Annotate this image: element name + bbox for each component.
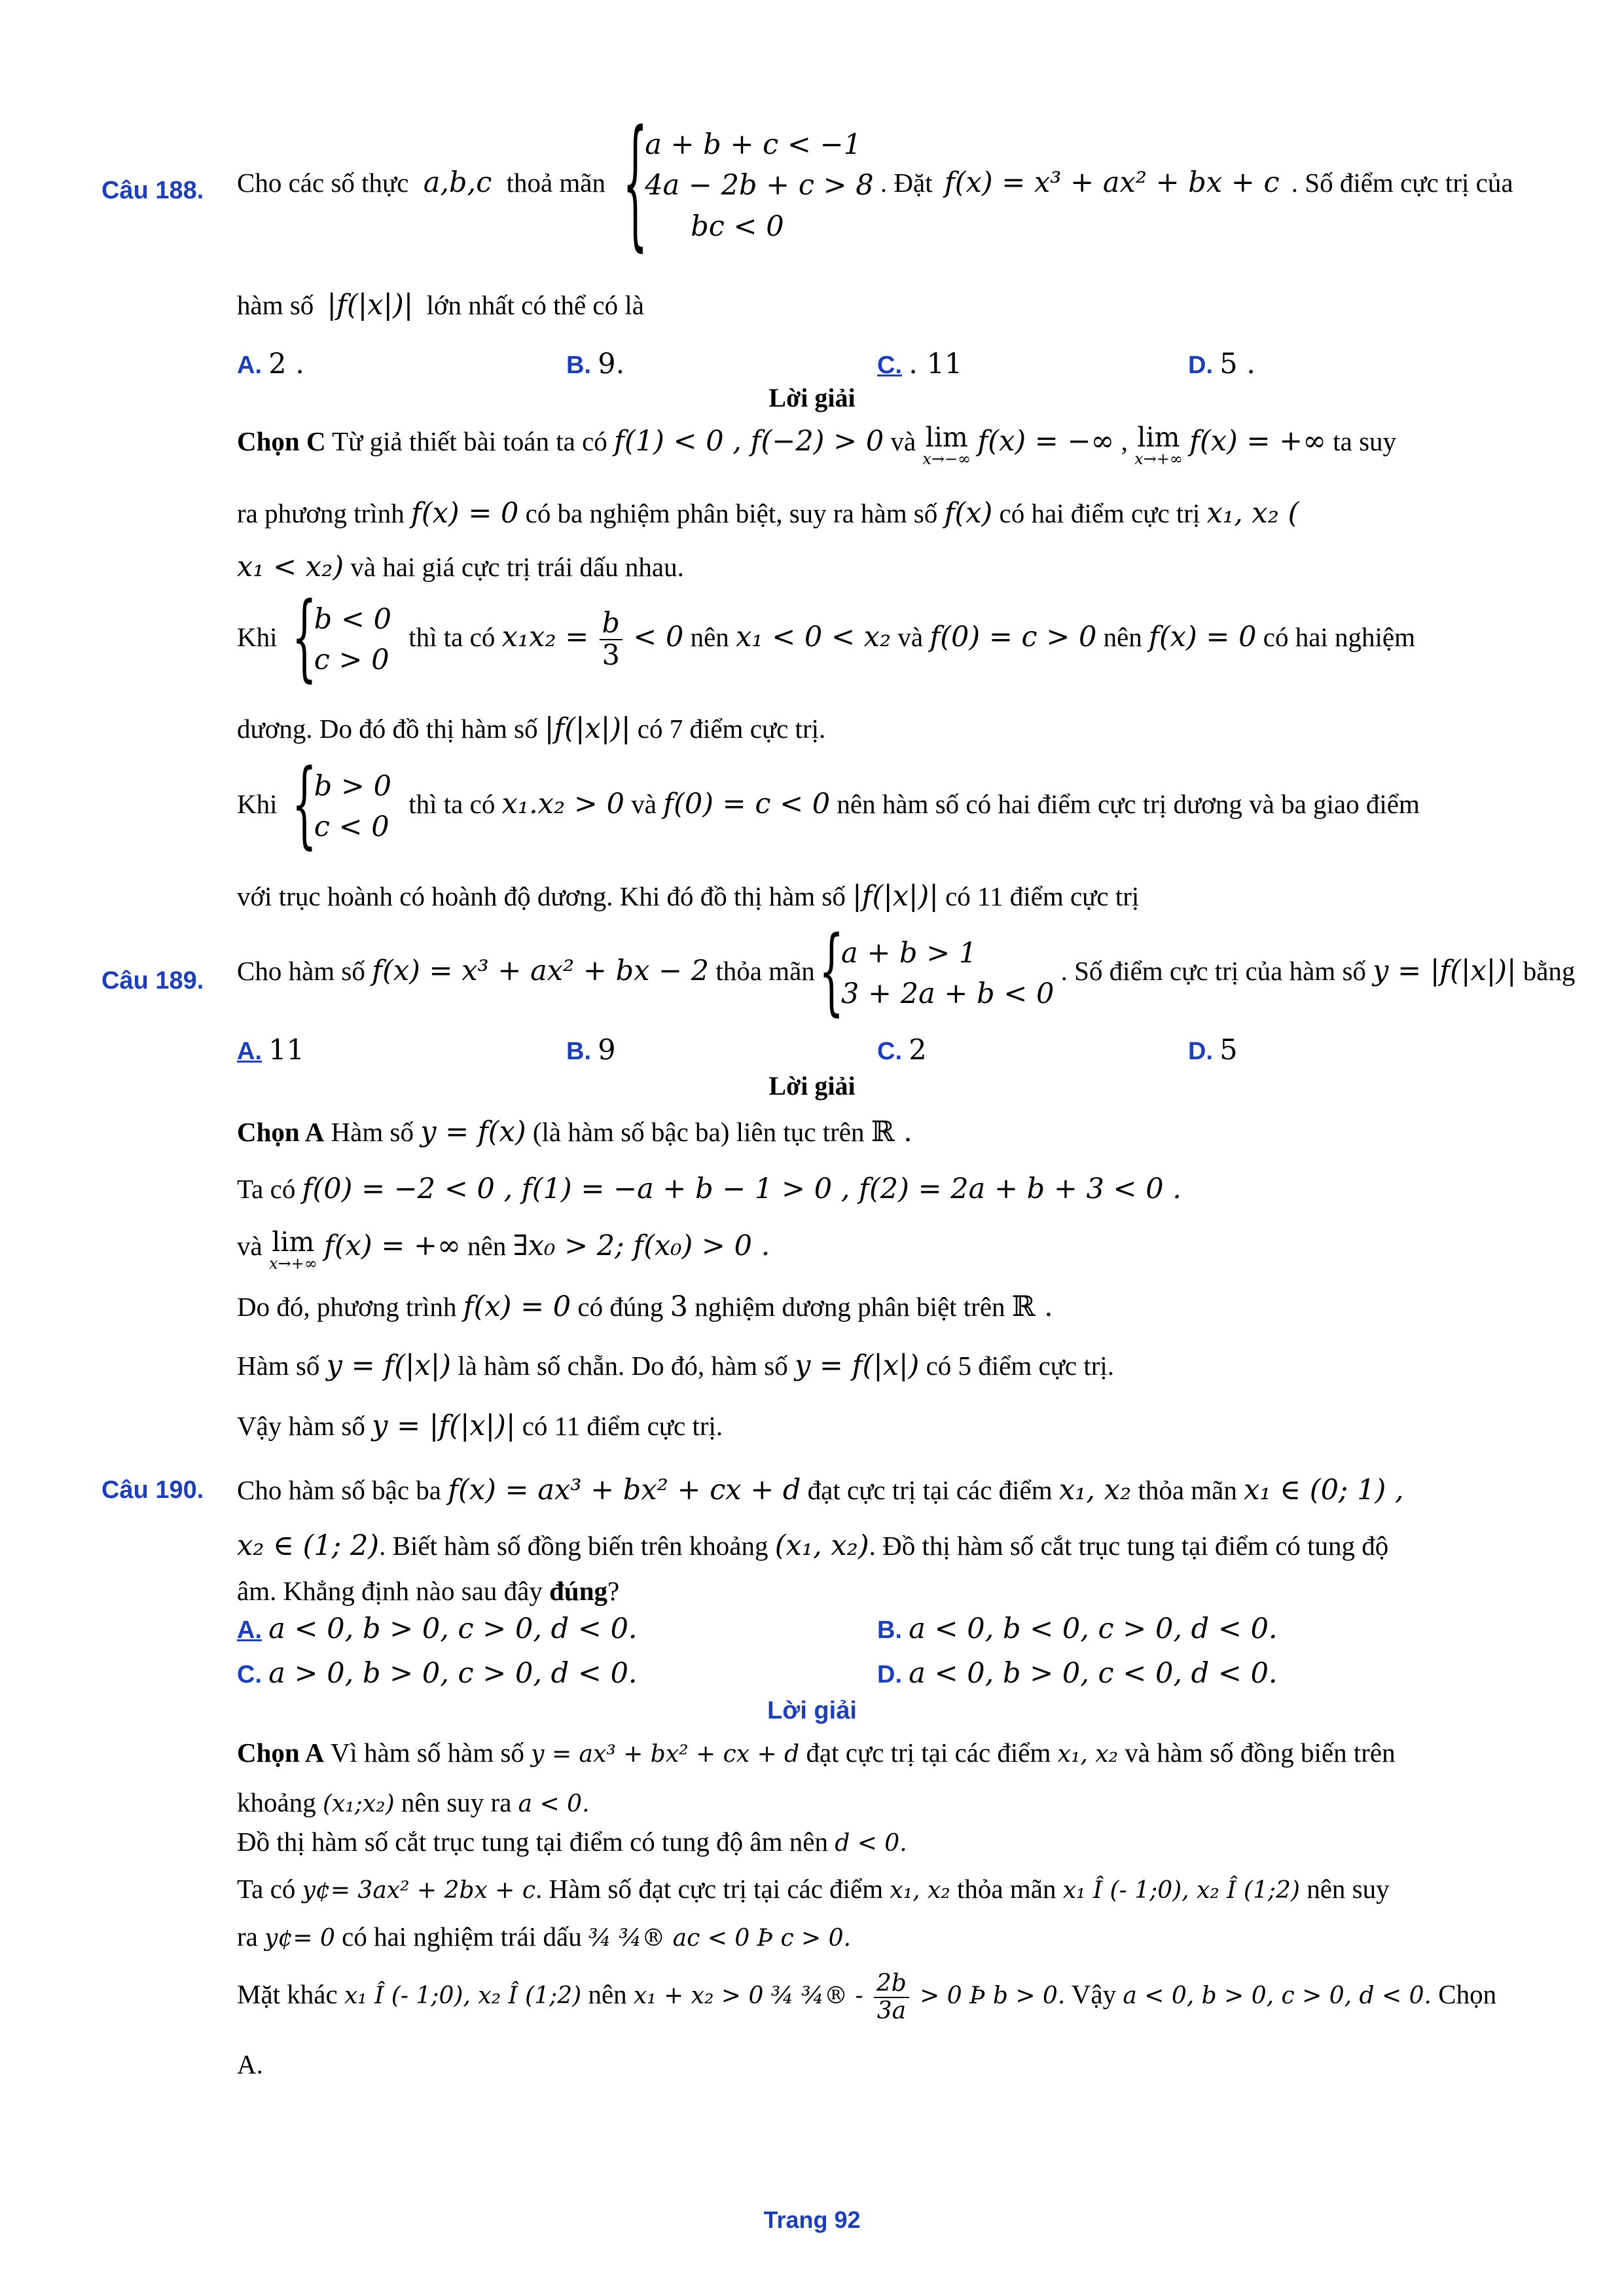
- option-value: 2: [909, 1034, 927, 1066]
- text: là hàm số chẵn. Do đó, hàm số: [458, 1351, 788, 1381]
- q190-sol-line7: [237, 2048, 1539, 2081]
- math: 3: [670, 1290, 688, 1323]
- q190-sol-line6: [237, 1971, 1539, 2024]
- limit-neg-inf: lim x→−∞: [922, 422, 971, 468]
- math: x₁ Î (- 1;0), x₂ Î (1;2): [344, 1982, 582, 2009]
- q188-solution-title: Lời giải: [768, 383, 856, 412]
- sys-row: { b < 0: [314, 603, 391, 636]
- denominator: 3a: [876, 1997, 907, 2024]
- math: f(1) < 0 , f(−2) > 0: [614, 425, 884, 458]
- math: f(x) = +∞: [1189, 425, 1327, 458]
- text: thì ta có: [408, 621, 496, 652]
- text: và: [890, 426, 916, 456]
- option-label: D.: [877, 1661, 902, 1688]
- q188-answer-choice: Chọn C: [237, 426, 326, 456]
- text: dương. Do đó đồ thị hàm số: [237, 714, 538, 744]
- text: (là hàm số bậc ba) liên tục trên: [532, 1117, 865, 1147]
- q188-sys-row: bc < 0: [691, 210, 784, 243]
- q188-option-a[interactable]: [237, 347, 304, 382]
- text: có ba nghiệm phân biệt, suy ra hàm số: [525, 498, 938, 528]
- math: x₁ < x₂): [237, 551, 344, 583]
- math: y = f(|x|): [326, 1349, 452, 1382]
- denominator: 3: [602, 639, 620, 672]
- q190-sol-line3: [237, 1825, 1539, 1859]
- text: . Số điểm cực trị của hàm số: [1060, 955, 1366, 986]
- math: y = ax³ + bx² + cx + d: [531, 1741, 800, 1768]
- text: Hàm số: [331, 1117, 414, 1147]
- math: f(x): [944, 497, 993, 530]
- math: x₁ ∈ (0; 1) ,: [1244, 1474, 1404, 1506]
- text: nên: [690, 621, 729, 652]
- math: a < 0.: [518, 1791, 590, 1817]
- text: đạt cực trị tại các điểm: [806, 1738, 1051, 1768]
- option-value: 5: [1219, 1034, 1238, 1066]
- option-label: B.: [877, 1616, 902, 1644]
- q188-condition-system: [625, 124, 873, 247]
- limit-sub: x→+∞: [1134, 450, 1183, 468]
- math: ℝ .: [1011, 1290, 1053, 1323]
- math: y¢= 0: [264, 1925, 335, 1952]
- text: âm. Khẳng định nào sau đây: [237, 1576, 543, 1606]
- q188-sol-case2: [237, 766, 1539, 848]
- option-label: C.: [877, 352, 902, 379]
- option-label: A.: [237, 1038, 262, 1065]
- q189-sol-line4: [237, 1290, 1539, 1325]
- q188-line2-post: lớn nhất có thể có là: [426, 290, 644, 320]
- q189-option-a[interactable]: [237, 1033, 304, 1068]
- math: x₁, x₂: [1057, 1741, 1119, 1768]
- q188-sys-row: { a + b + c < −1: [645, 128, 861, 161]
- q188-function-def: f(x) = x³ + ax² + bx + c: [944, 166, 1280, 199]
- text: và hàm số đồng biến trên: [1125, 1738, 1396, 1768]
- page-number: Trang 92: [763, 2206, 861, 2233]
- case2-system: [295, 766, 391, 848]
- text: có hai nghiệm trái dấu: [342, 1922, 582, 1952]
- text: và hai giá cực trị trái dấu nhau.: [350, 552, 684, 582]
- text: ta suy: [1333, 426, 1397, 456]
- text: thỏa mãn: [715, 955, 815, 986]
- text: . Biết hàm số đồng biến trên khoảng: [379, 1531, 768, 1561]
- q189-condition-system: [821, 933, 1054, 1015]
- q188-vars: a,b,c: [423, 166, 492, 199]
- math: f(x) = +∞: [323, 1230, 461, 1262]
- math: > 0 Þ b > 0.: [920, 1982, 1066, 2009]
- sys-row: c > 0: [314, 644, 389, 677]
- q190-stem-line3: [237, 1575, 1539, 1608]
- q189-sol-line5: [237, 1349, 1539, 1384]
- text: Vậy hàm số: [237, 1411, 365, 1441]
- text: ra: [237, 1922, 258, 1952]
- math: f(x) = 0: [463, 1290, 571, 1323]
- q189-sol-line2: [237, 1172, 1539, 1207]
- text: thỏa mãn: [957, 1874, 1056, 1904]
- math: x₁.x₂ > 0: [501, 787, 624, 820]
- text: . Hàm số đạt cực trị tại các điểm: [535, 1874, 884, 1904]
- text: có đúng: [577, 1292, 664, 1322]
- math: y = |f(|x|)|: [372, 1410, 516, 1442]
- math: ℝ .: [871, 1116, 912, 1148]
- numerator: 2b: [874, 1971, 909, 1998]
- q189-solution-title: Lời giải: [768, 1071, 856, 1101]
- math: < 0: [633, 620, 684, 653]
- math: x₂ ∈ (1; 2): [237, 1529, 380, 1562]
- sys-row: { b > 0: [314, 770, 391, 803]
- text: bằng: [1523, 955, 1576, 986]
- q189-function-def: f(x) = x³ + ax² + bx − 2: [372, 954, 710, 987]
- math: f(x) = −∞: [977, 425, 1115, 458]
- text: Đồ thị hàm số cắt trục tung tại điểm có tung độ âm nên: [237, 1827, 828, 1857]
- limit-pos-inf: lim x→+∞: [268, 1226, 317, 1273]
- option-value: 5 .: [1219, 348, 1255, 380]
- math: f(x) = 0: [410, 497, 519, 530]
- q190-stem-line2: [237, 1529, 1539, 1564]
- sys-row: c < 0: [314, 811, 389, 844]
- option-label: D.: [1188, 352, 1213, 379]
- math: f(0) = c > 0: [929, 620, 1097, 653]
- text: nên hàm số có hai điểm cực trị dương và ba giao điểm: [837, 788, 1420, 819]
- q189-option-c[interactable]: [877, 1033, 927, 1068]
- math: a < 0, b > 0, c > 0, d < 0.: [1123, 1982, 1432, 2009]
- math: x₁x₂ =: [501, 620, 589, 653]
- sys-row: 3 + 2a + b < 0: [841, 977, 1055, 1011]
- q189-option-d[interactable]: [1188, 1033, 1238, 1068]
- q188-dot: . Đặt: [880, 167, 933, 198]
- text: đúng: [549, 1576, 608, 1606]
- q188-option-d[interactable]: [1188, 347, 1255, 382]
- q188-option-c[interactable]: [877, 347, 962, 382]
- text: Mặt khác: [237, 1979, 338, 2009]
- text: Chọn: [1438, 1979, 1497, 2009]
- q188-sol-line1: Chọn C Từ giả thiết bài toán ta có f(1) < 0 , f(−2) > 0 và lim x→−∞ f(x) = −∞ , lim x→+∞ f(x) = +∞ ta suy: [237, 422, 1397, 468]
- text: Cho hàm số bậc ba: [237, 1475, 441, 1505]
- text: có hai nghiệm: [1263, 621, 1416, 652]
- case1-system: [295, 599, 391, 681]
- q188-stem-line2: [237, 288, 1539, 323]
- limit-pos-inf: lim x→+∞: [1134, 422, 1183, 468]
- option-label: B.: [566, 1038, 591, 1065]
- text: nghiệm dương phân biệt trên: [695, 1292, 1005, 1322]
- text: . Đồ thị hàm số cắt trục tung tại điểm có tung độ: [869, 1531, 1389, 1561]
- option-label: A.: [237, 352, 262, 379]
- text: có 11 điểm cực trị.: [522, 1411, 723, 1441]
- text: ra phương trình: [237, 498, 405, 528]
- q188-sys-row: 4a − 2b + c > 8: [645, 169, 874, 202]
- q189-sol-line6: [237, 1409, 1539, 1444]
- option-label: D.: [1188, 1038, 1213, 1065]
- q190-option-c[interactable]: [237, 1656, 638, 1692]
- q188-ask: . Số điểm cực trị của: [1291, 167, 1513, 198]
- math: x₁, x₂: [1058, 1474, 1132, 1506]
- option-label: C.: [877, 1038, 902, 1065]
- text: nên suy ra: [401, 1787, 512, 1817]
- text: có 7 điểm cực trị.: [637, 714, 826, 744]
- option-value: 9.: [598, 348, 625, 380]
- q188-sol-line3: [237, 550, 1539, 585]
- math: (x₁;x₂): [322, 1791, 395, 1817]
- text: Vì hàm số hàm số: [330, 1738, 524, 1768]
- q190-option-d[interactable]: [877, 1656, 1278, 1692]
- limit-sub: x→+∞: [268, 1254, 317, 1273]
- text: và: [897, 621, 924, 652]
- q188-cond-pre: thoả mãn: [506, 167, 605, 198]
- q190-option-b[interactable]: [877, 1612, 1278, 1647]
- q190-option-a[interactable]: [237, 1612, 638, 1647]
- option-value: 11: [268, 1034, 304, 1066]
- q188-sol-case1-line2: [237, 712, 1539, 747]
- text: đạt cực trị tại các điểm: [807, 1475, 1053, 1505]
- text: với trục hoành có hoành độ dương. Khi đó đồ thị hàm số: [237, 881, 846, 911]
- text: thỏa mãn: [1138, 1475, 1237, 1505]
- math: ∃x₀ > 2; f(x₀) > 0 .: [513, 1230, 770, 1262]
- text: Do đó, phương trình: [237, 1292, 457, 1322]
- math: y = f(|x|): [794, 1349, 920, 1382]
- q189-option-b[interactable]: [566, 1033, 616, 1068]
- q188-sol-case1: [237, 599, 1539, 681]
- text: Ta có: [237, 1174, 296, 1204]
- q189-sol-line1: [237, 1115, 1539, 1150]
- option-label: B.: [566, 352, 591, 379]
- text: nên: [1103, 621, 1142, 652]
- math: |f(|x|)|: [544, 712, 631, 745]
- sys-row: { a + b > 1: [841, 937, 977, 970]
- q189-label: Câu 189.: [101, 967, 204, 994]
- q188-sol-case2-line2: [237, 879, 1539, 915]
- limit-sub: x→−∞: [922, 450, 971, 468]
- math: f(0) = c < 0: [663, 787, 831, 820]
- math: x₁ + x₂ > 0 ¾ ¾® -: [633, 1982, 863, 2009]
- option-value: a < 0, b < 0, c > 0, d < 0.: [909, 1613, 1278, 1645]
- q188-sol-line2: [237, 496, 1539, 532]
- text: có 5 điểm cực trị.: [926, 1351, 1115, 1381]
- text: Vậy: [1071, 1979, 1117, 2009]
- text: Hàm số: [237, 1351, 320, 1381]
- math: |f(|x|)|: [852, 880, 939, 913]
- text: Cho hàm số: [237, 955, 365, 986]
- q190-solution-title: Lời giải: [767, 1697, 857, 1724]
- fraction-b-over-3: [600, 608, 623, 672]
- q188-abs-function: |f(|x|)|: [327, 289, 414, 321]
- text: Từ giả thiết bài toán ta có: [332, 426, 607, 456]
- q190-sol-line5: [237, 1920, 1539, 1954]
- math: x₁, x₂: [890, 1877, 950, 1904]
- numerator: b: [600, 608, 623, 640]
- math: y¢= 3ax² + 2bx + c: [302, 1877, 536, 1904]
- option-value: 9: [598, 1034, 616, 1066]
- option-label: A.: [237, 1616, 262, 1644]
- text: nên: [588, 1979, 627, 2009]
- math: f(0) = −2 < 0 , f(1) = −a + b − 1 > 0 , f(2) = 2a + b + 3 < 0 .: [302, 1173, 1182, 1205]
- option-value: a < 0, b > 0, c > 0, d < 0.: [268, 1613, 638, 1645]
- math: d < 0.: [835, 1830, 907, 1857]
- q189-sol-line3: [237, 1226, 1539, 1273]
- text: Ta có: [237, 1874, 296, 1904]
- q190-answer-choice: Chọn A: [237, 1738, 325, 1768]
- q188-option-b[interactable]: [566, 347, 624, 382]
- text: nên: [467, 1231, 507, 1261]
- math: f(x) = 0: [1149, 620, 1257, 653]
- q188-label: Câu 188.: [101, 177, 204, 204]
- option-value: . 11: [909, 348, 963, 380]
- math: y = |f(|x|)|: [1373, 954, 1517, 987]
- option-value: a > 0, b > 0, c > 0, d < 0.: [268, 1657, 638, 1690]
- text: A.: [237, 2049, 263, 2079]
- q190-sol-line1: [237, 1736, 1539, 1770]
- option-value: 2 .: [268, 348, 304, 380]
- q190-sol-line2: [237, 1786, 1539, 1819]
- math: f(x) = ax³ + bx² + cx + d: [448, 1474, 801, 1506]
- text: Khi: [237, 621, 278, 652]
- q188-intro: Cho các số thực: [237, 167, 409, 198]
- option-label: C.: [237, 1661, 262, 1688]
- fraction-2b-over-3a: [874, 1971, 909, 2024]
- text: thì ta có: [408, 788, 496, 819]
- text: ?: [607, 1576, 620, 1606]
- math: x₁ < 0 < x₂: [736, 620, 892, 653]
- text: có hai điểm cực trị: [999, 498, 1200, 528]
- q188-line2-pre: hàm số: [237, 290, 314, 320]
- text: Khi: [237, 788, 278, 819]
- math: (x₁, x₂): [774, 1529, 869, 1562]
- text: nên suy: [1307, 1874, 1390, 1904]
- q189-answer-choice: Chọn A: [237, 1117, 325, 1147]
- math: y = f(x): [420, 1116, 526, 1148]
- text: khoảng: [237, 1787, 316, 1817]
- math: x₁, x₂ (: [1206, 497, 1299, 530]
- q190-stem-line1: [237, 1473, 1539, 1508]
- q188-stem-line1: [237, 124, 1539, 247]
- math: x₁ Î (- 1;0), x₂ Î (1;2): [1062, 1877, 1300, 1904]
- text: có 11 điểm cực trị: [945, 881, 1140, 911]
- option-value: a < 0, b > 0, c < 0, d < 0.: [909, 1657, 1278, 1690]
- q189-stem: [237, 933, 1576, 1015]
- math: ¾ ¾® ac < 0 Þ c > 0.: [588, 1925, 852, 1952]
- q190-sol-line4: [237, 1872, 1539, 1906]
- q190-label: Câu 190.: [101, 1476, 204, 1504]
- text: và: [237, 1231, 262, 1261]
- text: và: [631, 788, 657, 819]
